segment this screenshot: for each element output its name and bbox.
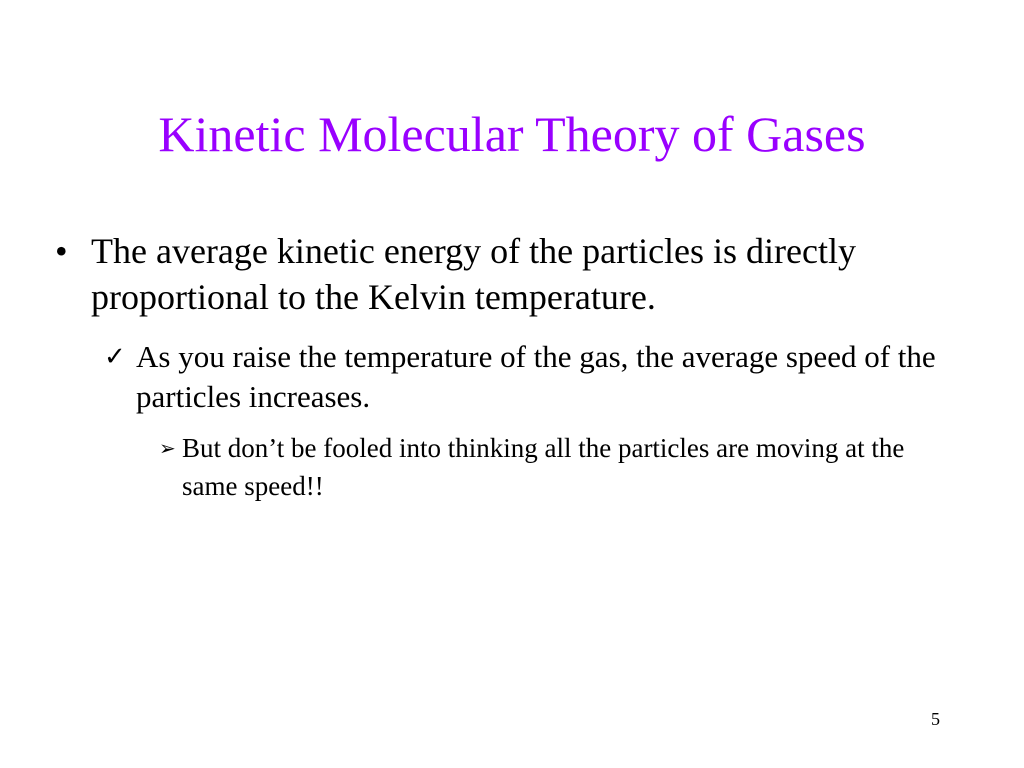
page-number: 5 (931, 709, 940, 729)
checkmark-icon: ✓ (104, 342, 126, 372)
bullet-level-2-text: As you raise the temperature of the gas, the average speed of the particles increases. (136, 339, 936, 414)
bullet-level-1 (55, 228, 991, 320)
arrowhead-icon: ➢ (159, 436, 176, 460)
bullet-dot-icon: • (55, 231, 68, 271)
slide-title: Kinetic Molecular Theory of Gases (158, 106, 866, 162)
bullet-level-3 (159, 429, 942, 505)
bullet-level-1-text: The average kinetic energy of the particles is directly proportional to the Kelvin temperature. (91, 231, 856, 317)
bullet-level-2 (104, 337, 986, 417)
bullet-level-3-text: But don’t be fooled into thinking all the particles are moving at the same speed!! (182, 433, 905, 501)
